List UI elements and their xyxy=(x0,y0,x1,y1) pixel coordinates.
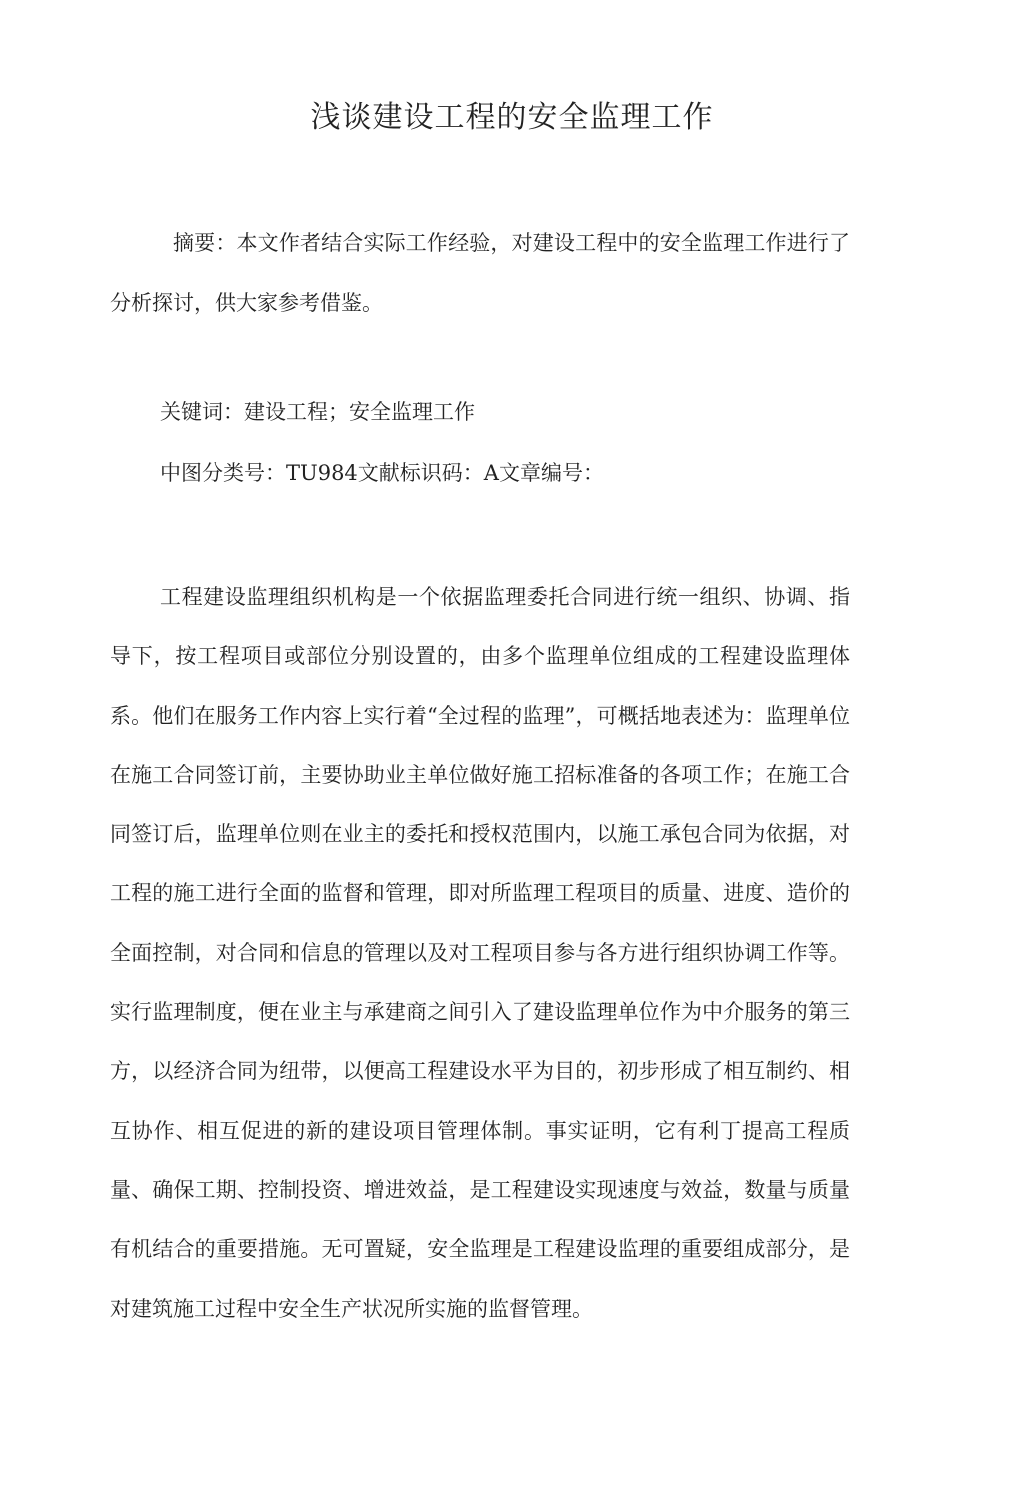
abstract-paragraph: 摘要：本文作者结合实际工作经验，对建设工程中的安全监理工作进行了分析探讨，供大家参考借鉴。 xyxy=(110,231,850,315)
keywords-line: 关键词：建设工程；安全监理工作 xyxy=(160,400,475,424)
classification-line: 中图分类号：TU984文献标识码：A文章编号： xyxy=(160,461,604,485)
body-paragraph: 工程建设监理组织机构是一个依据监理委托合同进行统一组织、协调、指导下，按工程项目或部位分别设置的，由多个监理单位组成的工程建设监理体系。他们在服务工作内容上实行着“全过程的监理”，可概括地表述为：监理单位在施工合同签订前，主要协助业主单位做好施工招标准备的各项工作；在施工合同签订后，监理单位则在业主的委托和授权范围内，以施工承包合同为依据，对工程的施工进行全面的监督和管理，即对所监理工程项目的质量、进度、造价的全面控制，对合同和信息的管理以及对工程项目参与各方进行组织协调工作等。实行监理制度，便在业主与承建商之间引入了建设监理单位作为中介服务的第三方，以经济合同为纽带，以便高工程建设水平为目的，初步形成了相互制约、相互协作、相互促进的新的建设项目管理体制。事实证明，它有利丁提高工程质量、确保工期、控制投资、增进效益，是工程建设实现速度与效益，数量与质量有机结合的重要措施。无可置疑，安全监理是工程建设监理的重要组成部分，是对建筑施工过程中安全生产状况所实施的监督管理。 xyxy=(110,585,850,1321)
document-title: 浅谈建设工程的安全监理工作 xyxy=(310,100,714,135)
